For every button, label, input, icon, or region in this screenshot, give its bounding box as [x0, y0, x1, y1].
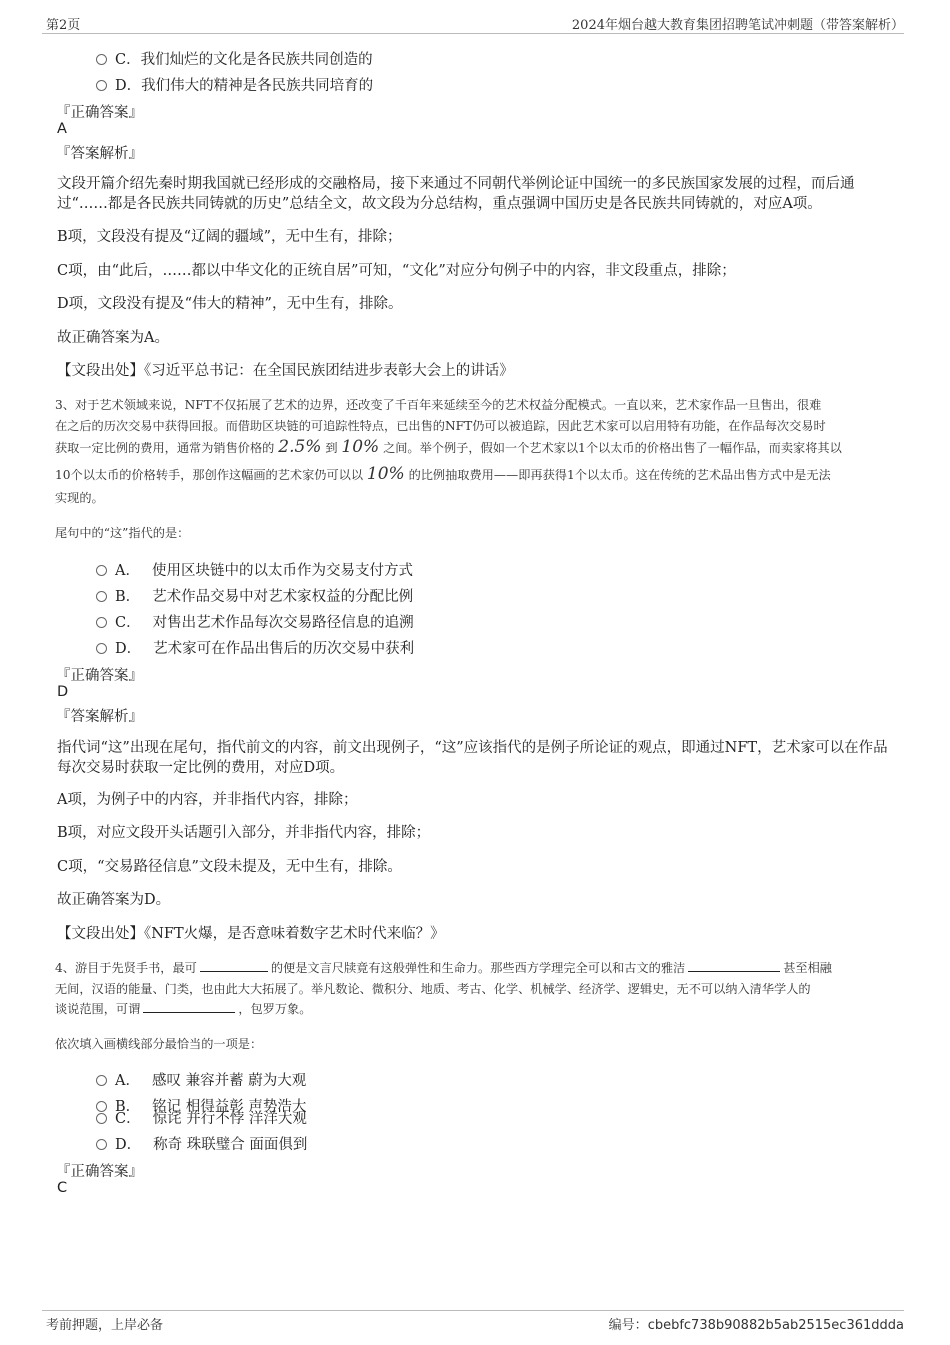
- option-letter: A．: [115, 1073, 140, 1089]
- math-percent: 10%: [366, 464, 405, 484]
- q4-stem-line: 无间，汉语的能量、门类，也由此大大拓展了。举凡数论、微积分、地质、考古、化学、机械学、经济学、逻辑史，无不可以纳入清华学人的: [55, 982, 811, 996]
- option-text: 感叹 兼容并蓄 蔚为大观: [151, 1073, 307, 1089]
- option-text: 我们伟大的精神是各民族共同培育的: [141, 78, 374, 94]
- q3-option-c[interactable]: [96, 611, 414, 632]
- q2-answer-label: 『正确答案』: [56, 105, 143, 121]
- fill-blank[interactable]: [200, 959, 268, 972]
- radio-icon[interactable]: [96, 643, 107, 654]
- radio-icon[interactable]: [96, 565, 107, 576]
- option-text: 艺术作品交易中对艺术家权益的分配比例: [152, 589, 414, 605]
- code-value: cbebfc738b90882b5ab2515ec361ddda: [647, 1318, 904, 1333]
- q2-conclusion: 故正确答案为A。: [57, 330, 169, 346]
- option-text: 惊诧 并行不悖 洋洋大观: [152, 1111, 307, 1127]
- option-letter: B．: [115, 1099, 141, 1115]
- q3-analysis-b: B项，对应文段开头话题引入部分，并非指代内容，排除；: [57, 825, 431, 841]
- q2-analysis-label: 『答案解析』: [56, 146, 143, 162]
- stem-text: 的便是文言尺牍竟有这般弹性和生命力。那些西方学理完全可以和古文的雅洁: [270, 961, 686, 975]
- q4-prompt: 依次填入画横线部分最恰当的一项是：: [55, 1037, 263, 1051]
- q3-analysis-paragraph: 指代词“这”出现在尾句，指代前文的内容，前文出现例子，“这”应该指代的是例子所论证的观点，即通过NFT，艺术家可以在作品每次交易时获取一定比例的费用，对应D项。: [57, 740, 888, 776]
- option-letter: C．: [115, 615, 141, 631]
- q2-option-c[interactable]: [96, 48, 373, 69]
- stem-text: ，包罗万象。: [238, 1002, 312, 1016]
- q3-answer-label: 『正确答案』: [56, 668, 143, 684]
- q3-analysis-label: 『答案解析』: [56, 709, 143, 725]
- option-letter: D．: [115, 641, 142, 657]
- code-label: 编号：: [608, 1318, 648, 1333]
- radio-icon[interactable]: [96, 591, 107, 602]
- stem-text: 10个以太币的价格转手，那创作这幅画的艺术家仍可以以: [55, 468, 364, 482]
- header-rule: [42, 33, 904, 34]
- option-letter: A．: [115, 563, 140, 579]
- option-text: 对售出艺术作品每次交易路径信息的追溯: [152, 615, 414, 631]
- q3-stem-line: 实现的。: [55, 491, 104, 505]
- q3-stem-line: [55, 464, 831, 486]
- q4-answer-label: 『正确答案』: [56, 1164, 143, 1180]
- option-letter: C．: [115, 52, 141, 68]
- fill-blank[interactable]: [143, 1000, 235, 1013]
- q2-analysis-b: B项，文段没有提及“辽阔的疆域”，无中生有，排除；: [57, 229, 402, 245]
- option-text: 艺术家可在作品出售后的历次交易中获利: [153, 641, 415, 657]
- option-text: 铭记 相得益彰 声势浩大: [152, 1099, 307, 1115]
- option-text: 使用区块链中的以太币作为交易支付方式: [151, 563, 413, 579]
- option-text: 称奇 珠联璧合 面面俱到: [153, 1137, 308, 1153]
- q3-stem-line: 在之后的历次交易中获得回报。而借助区块链的可追踪性特点，已出售的NFT仍可以被追踪，因此艺术家可以启用特有功能，在作品每次交易时: [55, 419, 826, 433]
- option-letter: B．: [115, 589, 141, 605]
- q3-source: 【文段出处】《NFT火爆，是否意味着数字艺术时代来临？》: [57, 926, 445, 942]
- math-percent: 10%: [341, 437, 380, 457]
- option-text: 我们灿烂的文化是各民族共同创造的: [140, 52, 373, 68]
- q2-analysis-paragraph: 文段开篇介绍先秦时期我国就已经形成的交融格局，接下来通过不同朝代举例论证中国统一的多民族国家发展的过程，而后通过“……都是各民族共同铸就的历史”总结全文，故文段为分总结构，重点强调中国历史是各民族共同铸就的，对应A项。: [57, 176, 855, 212]
- q2-source: 【文段出处】《习近平总书记：在全国民族团结进步表彰大会上的讲话》: [57, 363, 514, 379]
- footer-rule: [42, 1310, 904, 1311]
- q2-answer: A: [57, 121, 67, 137]
- q3-stem-line: 3、对于艺术领域来说，NFT不仅拓展了艺术的边界，还改变了千百年来延续至今的艺术权益分配模式。一直以来，艺术家作品一旦售出，很难: [55, 398, 822, 412]
- q2-analysis-d: D项，文段没有提及“伟大的精神”，无中生有，排除。: [57, 296, 403, 312]
- radio-icon[interactable]: [96, 80, 107, 91]
- document-title: 2024年烟台越大教育集团招聘笔试冲刺题（带答案解析）: [571, 18, 904, 33]
- q4-option-a[interactable]: [96, 1069, 306, 1090]
- q3-analysis-a: A项，为例子中的内容，并非指代内容，排除；: [57, 792, 358, 808]
- q4-stem-line: [55, 999, 311, 1020]
- q3-option-d[interactable]: [96, 637, 414, 658]
- fill-blank[interactable]: [688, 959, 780, 972]
- q3-analysis-c: C项，“交易路径信息”文段未提及，无中生有，排除。: [57, 859, 402, 875]
- option-letter: C．: [115, 1111, 141, 1127]
- stem-text: 谈说范围，可谓: [55, 1002, 141, 1016]
- q3-prompt: 尾句中的“这”指代的是：: [55, 526, 190, 540]
- stem-text: 到: [325, 441, 338, 455]
- q3-stem-line: [55, 437, 842, 459]
- q3-option-b[interactable]: [96, 585, 413, 606]
- radio-icon[interactable]: [96, 1075, 107, 1086]
- q3-answer: D: [57, 684, 69, 700]
- q4-stem-line: [55, 958, 832, 979]
- radio-icon[interactable]: [96, 1113, 107, 1124]
- math-percent: 2.5%: [278, 437, 322, 457]
- stem-text: 之间。举个例子，假如一个艺术家以1个以太币的价格出售了一幅作品，而卖家将其以: [383, 441, 842, 455]
- stem-text: 甚至相融: [783, 961, 832, 975]
- stem-text: 4、游目于先贤手书，最可: [55, 961, 197, 975]
- radio-icon[interactable]: [96, 1139, 107, 1150]
- q2-option-d[interactable]: [96, 74, 373, 95]
- q2-analysis-c: C项，由“此后，……都以中华文化的正统自居”可知，“文化”对应分句例子中的内容，非文段重点，排除；: [57, 263, 736, 279]
- page-number: 第2页: [46, 18, 81, 33]
- option-letter: D．: [115, 1137, 142, 1153]
- radio-icon[interactable]: [96, 54, 107, 65]
- stem-text: 获取一定比例的费用，通常为销售价格的: [55, 441, 275, 455]
- footer-code: [609, 1314, 904, 1333]
- q3-conclusion: 故正确答案为D。: [57, 892, 171, 908]
- q4-answer: C: [57, 1180, 68, 1196]
- stem-text: 的比例抽取费用——即再获得1个以太币。这在传统的艺术品出售方式中是无法: [408, 468, 831, 482]
- q4-option-c[interactable]: [96, 1107, 307, 1128]
- radio-icon[interactable]: [96, 617, 107, 628]
- footer-slogan: 考前押题，上岸必备: [46, 1318, 164, 1333]
- q4-option-d[interactable]: [96, 1133, 307, 1154]
- option-letter: D．: [115, 78, 142, 94]
- q3-option-a[interactable]: [96, 559, 413, 580]
